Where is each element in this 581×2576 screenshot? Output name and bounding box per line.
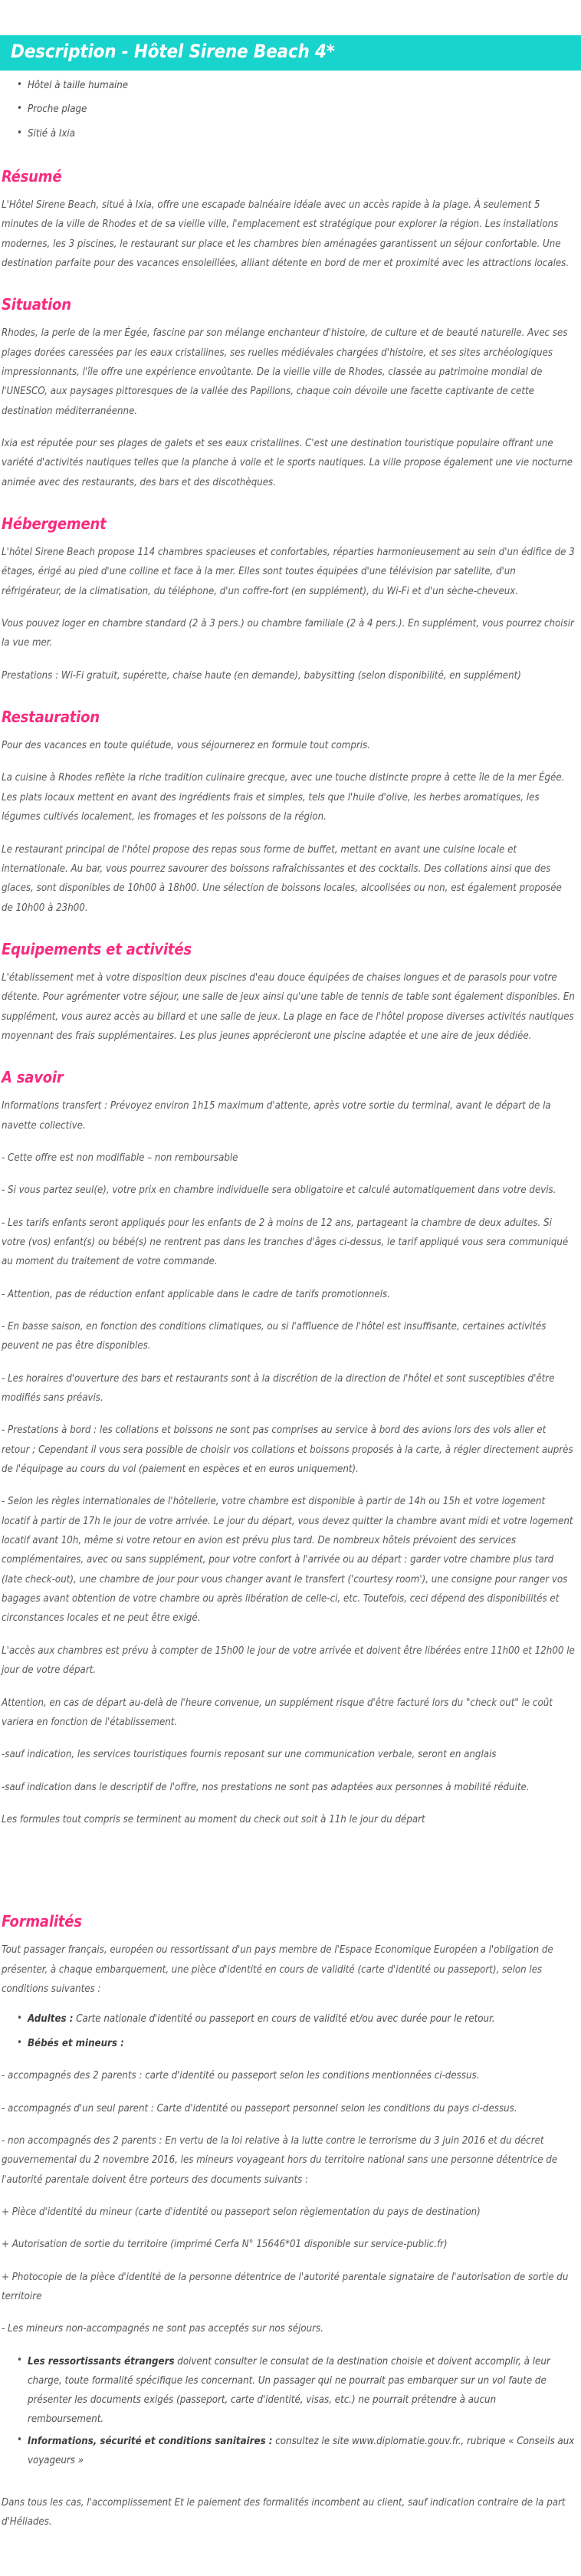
list-gap [2,2473,575,2493]
list-item [28,2036,575,2052]
paragraph: L'accès aux chambres est prévu à compter de 15h00 le jour de votre arrivée et doivent être libérées entre 11h00 et 12h00 le jour de votre départ. [2,1644,575,1677]
paragraph: Rhodes, la perle de la mer Égée, fascine par son mélange enchanteur d'histoire, de culture et de beauté naturelle. Avec ses plages dorées caressées par les eaux cristallines, ses ruelles médiévales chargées d'histoire, et ses sites archéologiques impressionnants, l'île offre une expérience envoûtante. De la vieille ville de Rhodes, classée au patrimoine mondial de l'UNESCO, aux paysages pittoresques de la vallée des Papillons, chaque coin dévoile une facette captivante de cette destination méditerranéenne. [2,327,568,417]
list-item [28,2012,575,2027]
paragraph: Les formules tout compris se terminent au moment du check out soit à 11h le jour du départ [2,1813,425,1825]
paragraph: L'hôtel Sirene Beach propose 114 chambres spacieuses et confortables, réparties harmonieusement au sein d'un édifice de 3 étages, érigé au pied d'une colline et face à la mer. Elles sont toutes équipées d'une télévision par satellite, d'un réfrigérateur, de la climatisation, du téléphone, d'un coffre-fort (en supplément), du Wi-Fi et d'un sèche-cheveux. [2,547,575,597]
paragraph: - Les mineurs non-accompagnés ne sont pas acceptés sur nos séjours. [2,2323,323,2335]
paragraph: - Attention, pas de réduction enfant applicable dans le cadre de tarifs promotionnels. [2,1288,390,1300]
paragraph: - non accompagnés des 2 parents : En vertu de la loi relative à la lutte contre le terrorisme du 3 juin 2016 et du décret gouvernemental du 2 novembre 2016, les mineurs voyageant hors du territoire national sans une personne détentrice de l'autorité parentale doivent être porteurs des documents suivants : [2,2134,558,2186]
paragraph: - Selon les règles internationales de l'hôtellerie, votre chambre est disponible à partir de 14h ou 15h et votre logement locatif à partir de 17h le jour de votre arrivée. Le jour du départ, vous devez quitter la chambre avant midi et votre logement locatif avant 10h, même si votre retour en avion est prévu plus tard. De nombreux hôtels prévoient des services complémentaires, avec ou sans supplément, pour votre confort à l'arrivée ou au départ : garder votre chambre plus tard (late check-out), une chambre de jour pour vous changer avant le transfert ('courtesy room'), une consigne pour ranger vos bagages avant obtention de votre chambre ou après libération de celle-ci, etc. Toutefois, ceci dépend des disponibilités et circonstances locales et ne peut être exigé. [2,1496,573,1625]
paragraph: La cuisine à Rhodes reflète la riche tradition culinaire grecque, avec une touche distincte propre à cette île de la mer Égée. Les plats locaux mettent en avant des ingrédients frais et simples, tels que l'huile d'olive, les herbes aromatiques, les légumes cultivés localement, les fromages et les poissons de la région. [2,772,565,823]
list-gap [2,2060,575,2066]
list-item [28,2432,575,2470]
page-title-banner [0,35,581,71]
paragraph: - En basse saison, en fonction des conditions climatiques, ou si l'affluence de l'hôtel est insuffisante, certaines activités peuvent ne pas être disponibles. [2,1321,547,1352]
paragraph: + Autorisation de sortie du territoire (imprimé Cerfa N° 15646*01 disponible sur service-public.fr) [2,2239,448,2251]
list-item [28,2352,575,2429]
paragraph: L'Hôtel Sirene Beach, situé à Ixia, offre une escapade balnéaire idéale avec un accès rapide à la plage. À seulement 5 minutes de la ville de Rhodes et de sa vieille ville, l'emplacement est stratégique pour explorer la région. Les installations modernes, les 3 piscines, le restaurant sur place et les chambres bien aménagées garantissent un séjour confortable. Une destination parfaite pour des vacances ensoleillées, alliant détente en bord de mer et proximité avec les attractions locales. [2,199,570,269]
list-item-label: Informations, sécurité et conditions sanitaires : [28,2435,273,2447]
list-item-label: Les ressortissants étrangers [28,2355,175,2367]
list-item-text: Carte nationale d'identité ou passeport en cours de validité et/ou avec durée pour le retour. [73,2013,495,2026]
paragraph: - accompagnés d'un seul parent : Carte d'identité ou passeport personnel selon les conditions du pays ci-dessus. [2,2102,517,2114]
paragraph: L'établissement met à votre disposition deux piscines d'eau douce équipées de chaises longues et de parasols pour votre détente. Pour agrémenter votre séjour, une salle de jeux ainsi qu'une table de tennis de table sont également disponibles. En supplément, vous aurez accès au billard et une salle de jeux. La plage en face de l'hôtel propose diverses activités nautiques moyennant des frais supplémentaires. Les plus jeunes apprécieront une piscine adaptée et une aire de jeux dédiée. [2,971,575,1042]
paragraph: Tout passager français, européen ou ressortissant d'un pays membre de l'Espace Economique Européen a l'obligation de présenter, à chaque embarquement, une pièce d'identité en cours de validité (carte d'identité ou passeport), selon les conditions suivantes : [2,1944,553,1995]
top-spacer [0,0,581,35]
section-heading-formalites: Formalités [2,1912,82,1931]
paragraph: + Photocopie de la pièce d'identité de la personne détentrice de l'autorité parentale signataire de l'autorisation de sortie du territoire [2,2271,569,2302]
paragraph: Ixia est réputée pour ses plages de galets et ses eaux cristallines. C'est une destination touristique populaire offrant une variété d'activités nautiques telles que la planche à voile et le sports nautiques. La ville propose également une vie nocturne animée avec des restaurants, des bars et des discothèques. [2,438,573,488]
section-heading-resume: Résumé [2,166,62,186]
list-item-text: doivent consulter le consulat de la destination choisie et doivent accomplir, à leur charge, toute formalité spécifique les concernant. Un passager qui ne pourrait pas embarquer sur un vol faute de présenter les documents exigés (passeport, carte d'identité, visas, etc.) ne pourrait prétendre à aucun remboursement. [28,2355,550,2425]
paragraph: - Si vous partez seul(e), votre prix en chambre individuelle sera obligatoire et calculé automatiquement dans votre devis. [2,1184,556,1197]
foreign-nationals-list [2,2352,575,2470]
section-heading-restauration: Restauration [2,708,100,727]
section-heading-situation: Situation [2,295,71,314]
paragraph: Attention, en cas de départ au-delà de l'heure convenue, un supplément risque d'être facturé lors du "check out" le coût variera en fonction de l'établissement. [2,1697,553,1728]
highlights-list [2,78,575,142]
paragraph: - Prestations à bord : les collations et boissons ne sont pas comprises au service à bord des avions lors des vols aller et retour ; Cependant il vous sera possible de choisir vos collations et boissons proposés à la carte, à régler directement auprès de l'équipage au cours du vol (paiement en espèces et en euros uniquement). [2,1424,573,1476]
section-gap [2,1842,575,1890]
list-item: • Hôtel à taille humaine [28,78,575,94]
document-content [0,78,581,2532]
paragraph: -sauf indication, les services touristiques fournis reposant sur une communication verbale, seront en anglais [2,1749,497,1761]
identity-requirements-list [2,2012,575,2052]
paragraph: Le restaurant principal de l'hôtel propose des repas sous forme de buffet, mettant en avant une cuisine locale et internationale. Au bar, vous pourrez savourer des boissons rafraîchissantes et des cocktails. Des collations ainsi que des glaces, sont disponibles de 10h00 à 18h00. Une sélection de boissons locales, alcoolisées ou non, est également proposée de 10h00 à 23h00. [2,843,562,914]
paragraph: Informations transfert : Prévoyez environ 1h15 maximum d'attente, après votre sortie du terminal, avant le départ de la navette collective. [2,1100,551,1132]
page-title: Description - Hôtel Sirene Beach 4* [11,41,335,62]
paragraph: - accompagnés des 2 parents : carte d'identité ou passeport selon les conditions mentionnées ci-dessus. [2,2070,480,2082]
list-item: • Sitié à Ixia [28,127,575,142]
list-item-label: Adultes : [28,2013,74,2026]
paragraph: - Les tarifs enfants seront appliqués pour les enfants de 2 à moins de 12 ans, partageant la chambre de deux adultes. Si votre (vos) enfant(s) ou bébé(s) ne rentrent pas dans les tranches d'âges ci-dessus, le tarif appliqué vous sera communiqué au moment du traitement de votre commande. [2,1217,569,1268]
list-item-label: Bébés et mineurs : [28,2037,124,2049]
paragraph: Vous pouvez loger en chambre standard (2 à 3 pers.) ou chambre familiale (2 à 4 pers.). En supplément, vous pourrez choisir la vue mer. [2,618,574,649]
paragraph: - Cette offre est non modifiable – non remboursable [2,1152,238,1164]
section-heading-hebergement: Hébergement [2,514,107,534]
closing-paragraph: Dans tous les cas, l'accomplissement Et le paiement des formalités incombent au client, sauf indication contraire de la part d'Héliades. [2,2497,566,2528]
paragraph: Prestations : Wi-Fi gratuit, supérette, chaise haute (en demande), babysitting (selon disponibilité, en supplément) [2,669,521,682]
paragraph: Pour des vacances en toute quiétude, vous séjournerez en formule tout compris. [2,740,371,752]
paragraph: - Les horaires d'ouverture des bars et restaurants sont à la discrétion de la direction de l'hôtel et sont susceptibles d'être modifiés sans préavis. [2,1372,555,1405]
paragraph: + Pièce d'identité du mineur (carte d'identité ou passeport selon règlementation du pays de destination) [2,2206,481,2218]
section-heading-equipements: Equipements et activités [2,939,192,958]
list-item: • Proche plage [28,102,575,117]
list-item-text: consultez le site www.diplomatie.gouv.fr., rubrique « Conseils aux voyageurs » [28,2435,575,2466]
section-heading-a-savoir: A savoir [2,1068,64,1087]
paragraph: -sauf indication dans le descriptif de l'offre, nos prestations ne sont pas adaptées aux personnes à mobilité réduite. [2,1781,530,1793]
